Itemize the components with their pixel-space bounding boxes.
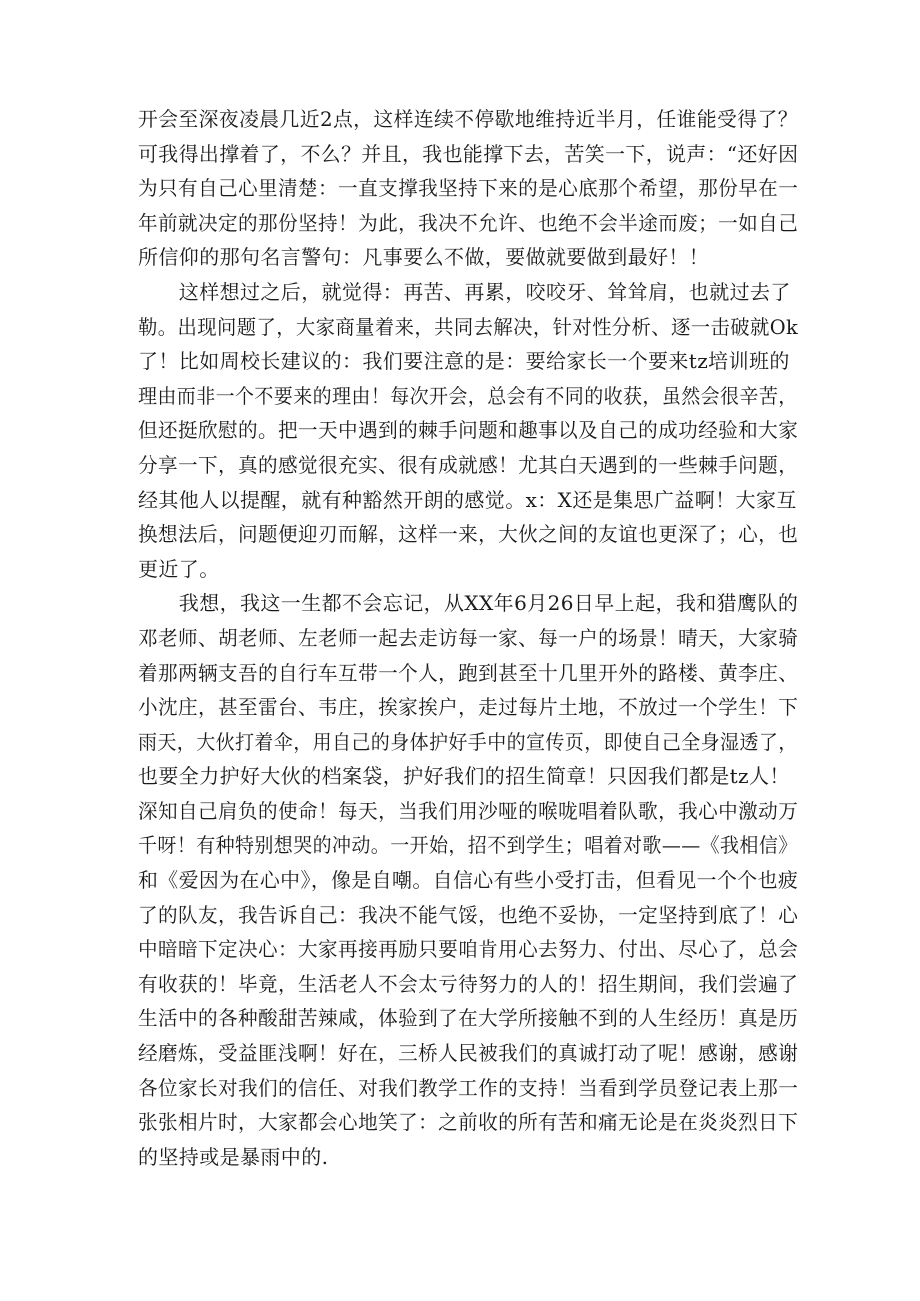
text-line: 了的队友，我告诉自己：我决不能气馁，也绝不妥协，一定坚持到底了！心 [138,902,799,927]
text-line: 分享一下，真的感觉很充实、很有成就感！尤其白天遇到的一些棘手问题， [138,452,799,477]
text-line: 勒。出现问题了，大家商量着来，共同去解决，针对性分析、逐一击破就Ok [138,314,799,339]
text-line: 开会至深夜凌晨几近2点，这样连续不停歇地维持近半月，任谁能受得了？ [138,107,798,131]
text-line: 中暗暗下定决心：大家再接再励只要咱肯用心去努力、付出、尽心了，总会 [138,937,799,962]
paragraph-3 [138,586,798,1174]
text-line: 经其他人以提醒，就有种豁然开朗的感觉。x：X还是集思广益啊！大家互 [138,487,797,512]
text-line: 为只有自己心里清楚：一直支撑我坚持下来的是心底那个希望，那份早在一 [138,176,799,201]
text-line: 的坚持或是暴雨中的. [138,1144,329,1169]
text-line: 但还挺欣慰的。把一天中遇到的棘手问题和趣事以及自己的成功经验和大家 [138,418,799,443]
text-line: 各位家长对我们的信任、对我们教学工作的支持！当看到学员登记表上那一 [138,1075,799,1100]
text-line: 换想法后，问题便迎刃而解，这样一来，大伙之间的友谊也更深了；心，也 [138,522,799,547]
document-body [138,102,798,1174]
text-line: 雨天，大伙打着伞，用自己的身体护好手中的宣传页，即使自己全身湿透了， [138,729,798,754]
text-line: 张张相片时，大家都会心地笑了：之前收的所有苦和痛无论是在炎炎烈日下 [138,1110,799,1135]
text-line: 这样想过之后，就觉得：再苦、再累，咬咬牙、耸耸肩，也就过去了 [138,279,791,304]
text-line: 更近了。 [138,556,220,581]
text-line: 我想，我这一生都不会忘记，从XX年6月26日早上起，我和猎鹰队的 [138,591,799,616]
text-line: 千呀！有种特别想哭的冲动。一开始，招不到学生；唱着对歌——《我相信》 [138,833,798,858]
text-line: 着那两辆支吾的自行车互带一个人，跑到甚至十几里开外的路楼、黄李庄、 [138,660,799,685]
text-line: 生活中的各种酸甜苦辣咸，体验到了在大学所接触不到的人生经历！真是历 [138,1006,799,1031]
text-line: 经磨炼，受益匪浅啊！好在，三桥人民被我们的真诚打动了呢！感谢，感谢 [138,1041,799,1066]
text-line: 可我得出撑着了，不么？并且，我也能撑下去，苦笑一下，说声：“还好因 [138,141,799,166]
text-line: 深知自己肩负的使命！每天，当我们用沙哑的喉咙唱着队歌，我心中激动万 [138,798,799,823]
text-line: 年前就决定的那份坚持！为此，我决不允许、也绝不会半途而废；一如自己 [138,210,799,235]
text-line: 有收获的！毕竟，生活老人不会太亏待努力的人的！招生期间，我们尝遍了 [138,971,799,996]
text-line: 了！比如周校长建议的：我们要注意的是：要给家长一个要来tz培训班的 [138,349,790,374]
text-line: 邓老师、胡老师、左老师一起去走访每一家、每一户的场景！晴天，大家骑 [138,625,799,650]
text-line: 所信仰的那句名言警句：凡事要么不做，要做就要做到最好！！ [138,245,710,270]
text-line: 理由而非一个不要来的理由！每次开会，总会有不同的收获，虽然会很辛苦， [138,383,798,408]
paragraph-2 [138,275,798,586]
text-line: 和《爱因为在心中》，像是自嘲。自信心有些小受打击，但看见一个个也疲 [138,868,799,893]
text-line: 也要全力护好大伙的档案袋，护好我们的招生简章！只因我们都是tz人！ [138,764,790,789]
text-line: 小沈庄，甚至雷台、韦庄，挨家挨户，走过每片土地，不放过一个学生！下 [138,695,799,720]
paragraph-1 [138,102,798,275]
